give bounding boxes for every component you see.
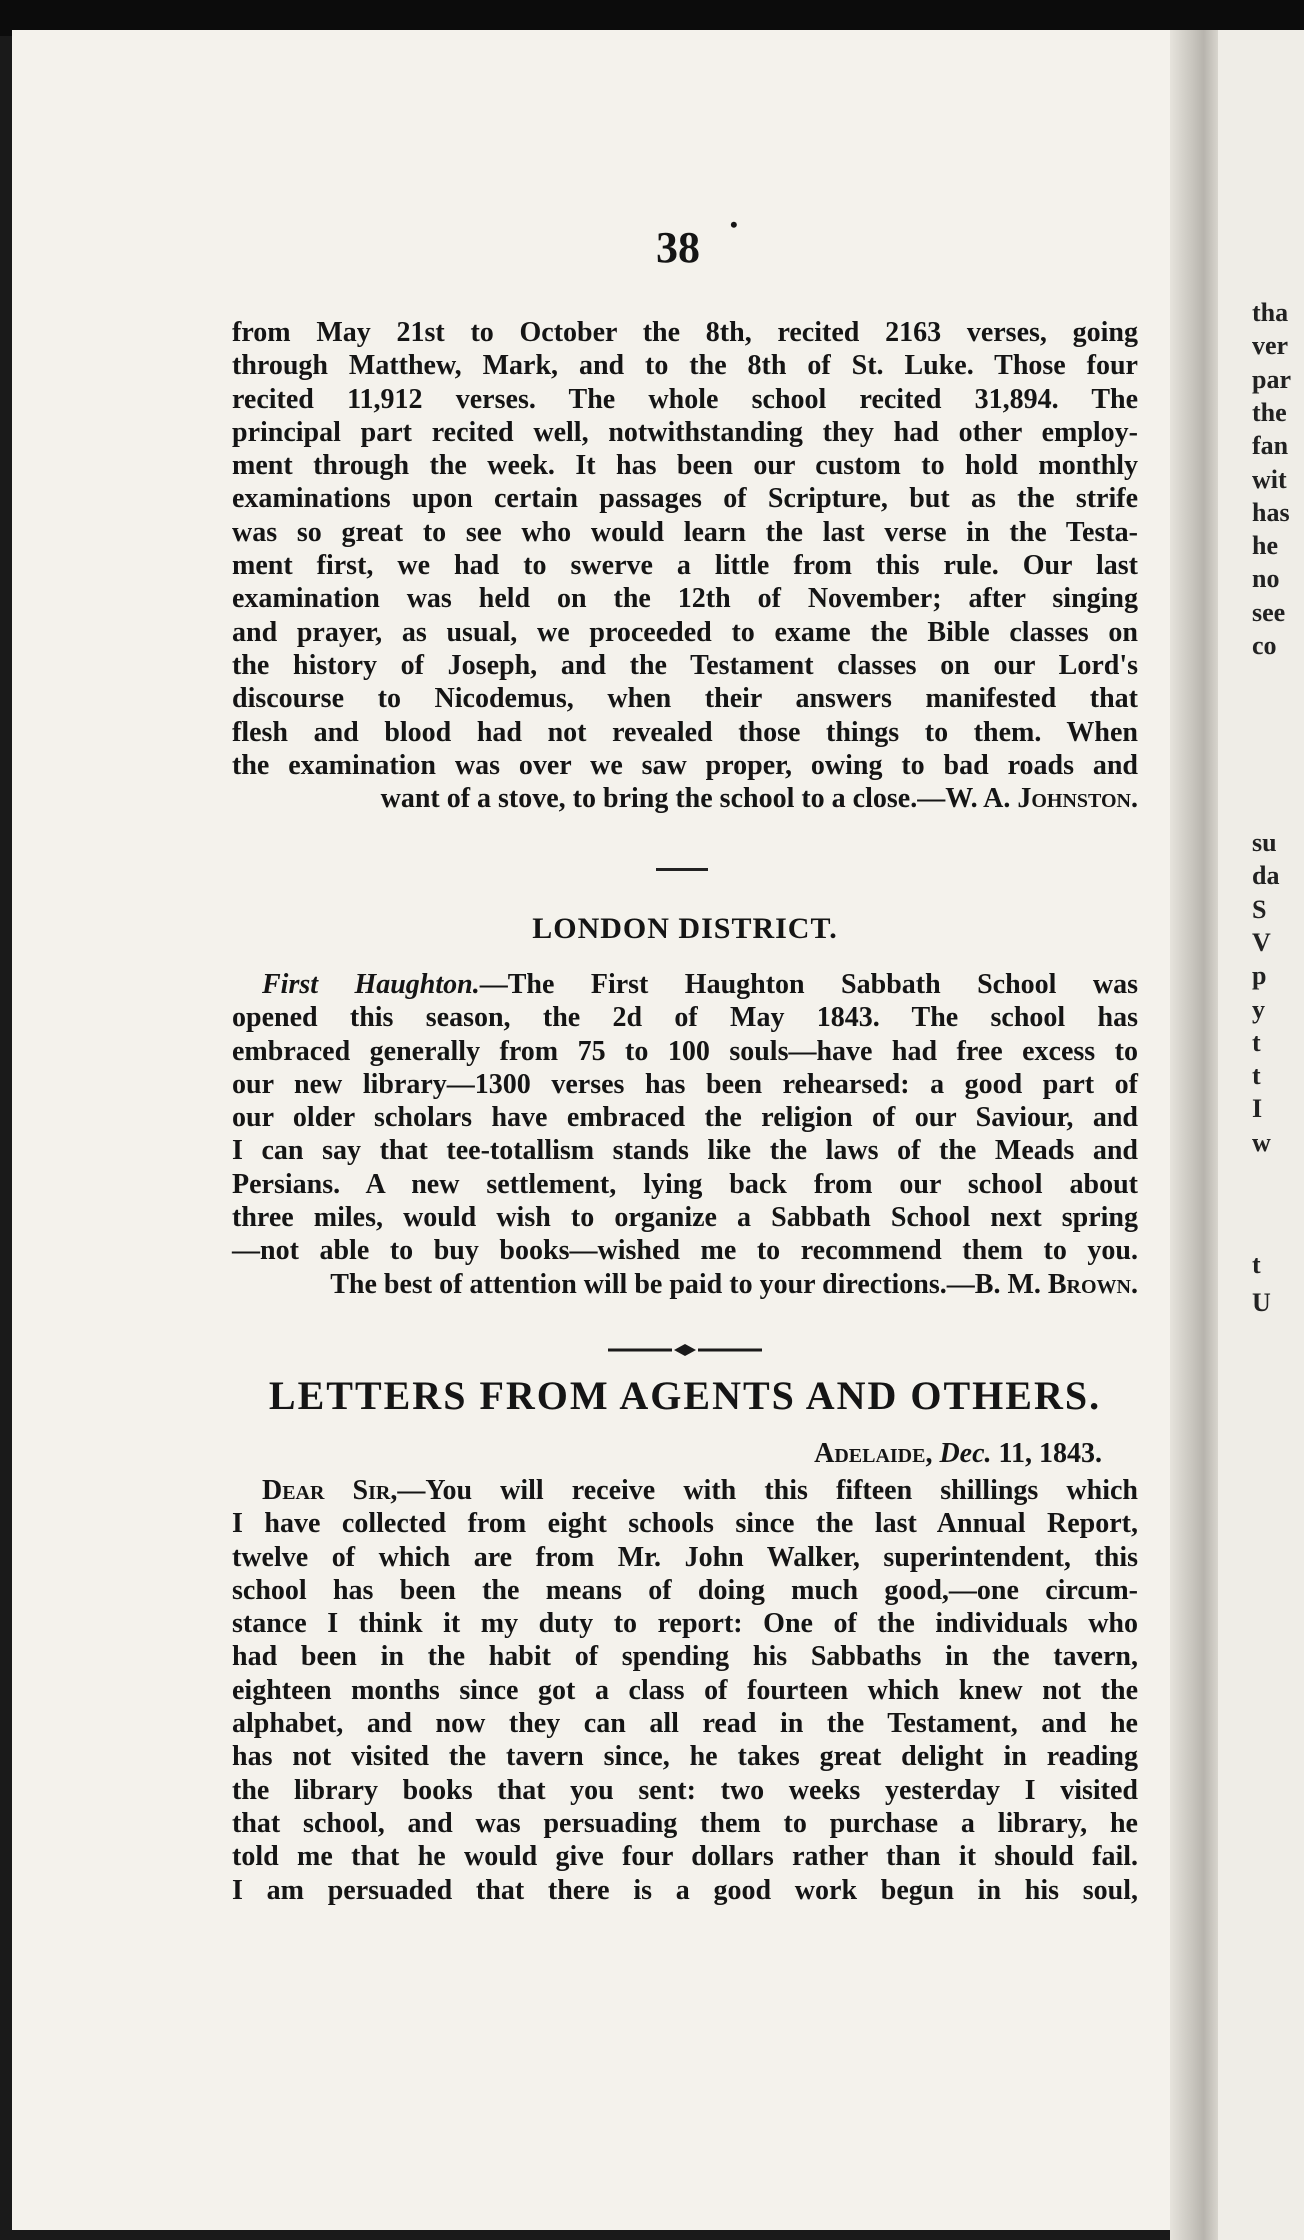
text-line: told me that he would give four dollars rather than it should fail. <box>232 1841 1138 1873</box>
text-line: examination was held on the 12th of November; after singing <box>232 583 1138 615</box>
book-gutter <box>1170 30 1218 2240</box>
text-line <box>232 1474 1138 1507</box>
facing-page-fragment: t <box>1252 1061 1261 1091</box>
text-line: school has been the means of doing much good,—one circum- <box>232 1574 1138 1606</box>
ink-dot: • <box>730 212 738 237</box>
facing-page-fragment: su <box>1252 828 1277 857</box>
text-line: was so great to see who would learn the last verse in the Testa- <box>232 516 1138 548</box>
text-line: ment first, we had to swerve a little from this rule. Our last <box>232 550 1138 582</box>
text-line: Persians. A new settlement, lying back from our school about <box>232 1168 1138 1200</box>
text-line: had been in the habit of spending his Sabbaths in the tavern, <box>232 1641 1138 1673</box>
facing-page-fragment: U <box>1252 1288 1271 1317</box>
letters-heading: LETTERS FROM AGENTS AND OTHERS. <box>268 1373 1102 1418</box>
facing-page-fragment: he <box>1252 531 1278 561</box>
letter-salutation: Dear Sir, <box>262 1475 398 1506</box>
facing-page-fragment: p <box>1252 961 1267 991</box>
school-name-lead: First Haughton. <box>262 969 480 1000</box>
facing-page-fragment: see <box>1252 597 1286 627</box>
facing-page-fragment: the <box>1252 397 1287 427</box>
text-line: —not able to buy books—wished me to recommend them to you. <box>232 1235 1138 1267</box>
paragraph-first-haughton <box>232 968 1138 1301</box>
text-line: three miles, would wish to organize a Sabbath School next spring <box>232 1202 1138 1234</box>
text-line: I can say that tee-totallism stands like the laws of the Meads and <box>232 1135 1138 1167</box>
facing-page-fragment: ver <box>1252 331 1289 361</box>
facing-page-fragment: par <box>1252 364 1291 394</box>
facing-page-fragment: fan <box>1252 431 1289 461</box>
text-line: I am persuaded that there is a good work begun in his soul, <box>232 1874 1138 1906</box>
author-signature: Brown. <box>1047 1268 1138 1300</box>
author-signature: Johnston. <box>1017 783 1138 815</box>
dateline-date: 11, 1843. <box>991 1438 1102 1469</box>
text-fragment: The best of attention will be paid to your directions.—B. M. <box>330 1268 1048 1300</box>
text-line: examinations upon certain passages of Scripture, but as the strife <box>232 483 1138 515</box>
letter-dateline <box>232 1438 1102 1470</box>
facing-page-fragment: S <box>1252 894 1267 924</box>
text-line: recited 11,912 verses. The whole school recited 31,894. The <box>232 383 1138 415</box>
paragraph-johnston-report <box>232 316 1138 815</box>
text-line: opened this season, the 2d of May 1843. The school has <box>232 1002 1138 1034</box>
text-line: I have collected from eight schools since the last Annual Report, <box>232 1508 1138 1540</box>
facing-page-fragment: w <box>1252 1127 1271 1157</box>
facing-page-fragment: co <box>1252 631 1277 660</box>
text-line <box>232 1268 1138 1301</box>
district-heading: LONDON DISTRICT. <box>532 912 838 945</box>
section-rule <box>656 868 708 871</box>
text-line: eighteen months since got a class of fourteen which knew not the <box>232 1674 1138 1706</box>
text-line: our new library—1300 verses has been rehearsed: a good part of <box>232 1068 1138 1100</box>
facing-page-fragment: da <box>1252 861 1280 891</box>
dateline-place: Adelaide, <box>814 1438 933 1469</box>
facing-page-fragment: t <box>1252 1027 1261 1057</box>
text-line: principal part recited well, notwithstanding they had other employ- <box>232 416 1138 448</box>
paragraph-adelaide-letter <box>232 1474 1138 1907</box>
text-line: from May 21st to October the 8th, recited 2163 verses, going <box>232 317 1138 348</box>
text-fragment: —The First Haughton Sabbath School was <box>479 969 1138 1000</box>
facing-page <box>1218 30 1304 2240</box>
text-line: the library books that you sent: two weeks yesterday I visited <box>232 1774 1138 1806</box>
ornamental-divider <box>608 1340 762 1360</box>
facing-page-fragment: no <box>1252 564 1280 594</box>
text-line: has not visited the tavern since, he takes great delight in reading <box>232 1741 1138 1773</box>
text-line: twelve of which are from Mr. John Walker, superintendent, this <box>232 1541 1138 1573</box>
text-line: that school, and was persuading them to purchase a library, he <box>232 1807 1138 1839</box>
text-fragment: want of a stove, to bring the school to a close.—W. A. <box>380 783 1018 815</box>
facing-page-fragment: y <box>1252 994 1265 1024</box>
dateline-month: Dec. <box>939 1438 992 1469</box>
text-line: discourse to Nicodemus, when their answers manifested that <box>232 683 1138 715</box>
text-line: ment through the week. It has been our custom to hold monthly <box>232 450 1138 482</box>
text-line: stance I think it my duty to report: One of the individuals who <box>232 1608 1138 1640</box>
text-line <box>232 968 1138 1001</box>
facing-page-fragment: wit <box>1252 464 1287 494</box>
text-line <box>232 782 1138 815</box>
text-line: flesh and blood had not revealed those things to them. When <box>232 716 1138 748</box>
facing-page-fragment: V <box>1252 927 1271 957</box>
text-line: embraced generally from 75 to 100 souls—have had free excess to <box>232 1035 1138 1067</box>
facing-page-fragment: has <box>1252 497 1290 527</box>
facing-page-fragment: tha <box>1252 298 1289 327</box>
text-line: the history of Joseph, and the Testament classes on our Lord's <box>232 649 1138 681</box>
text-line: our older scholars have embraced the religion of our Saviour, and <box>232 1102 1138 1134</box>
facing-page-fragment: I <box>1252 1094 1263 1124</box>
text-line: the examination was over we saw proper, owing to bad roads and <box>232 749 1138 781</box>
facing-page-fragment: t <box>1252 1250 1261 1279</box>
text-line: alphabet, and now they can all read in the Testament, and he <box>232 1708 1138 1740</box>
text-line: through Matthew, Mark, and to the 8th of St. Luke. Those four <box>232 350 1138 382</box>
text-line: and prayer, as usual, we proceeded to exame the Bible classes on <box>232 616 1138 648</box>
text-fragment: —You will receive with this fifteen shillings which <box>397 1475 1139 1506</box>
page-number: 38 <box>656 223 700 272</box>
